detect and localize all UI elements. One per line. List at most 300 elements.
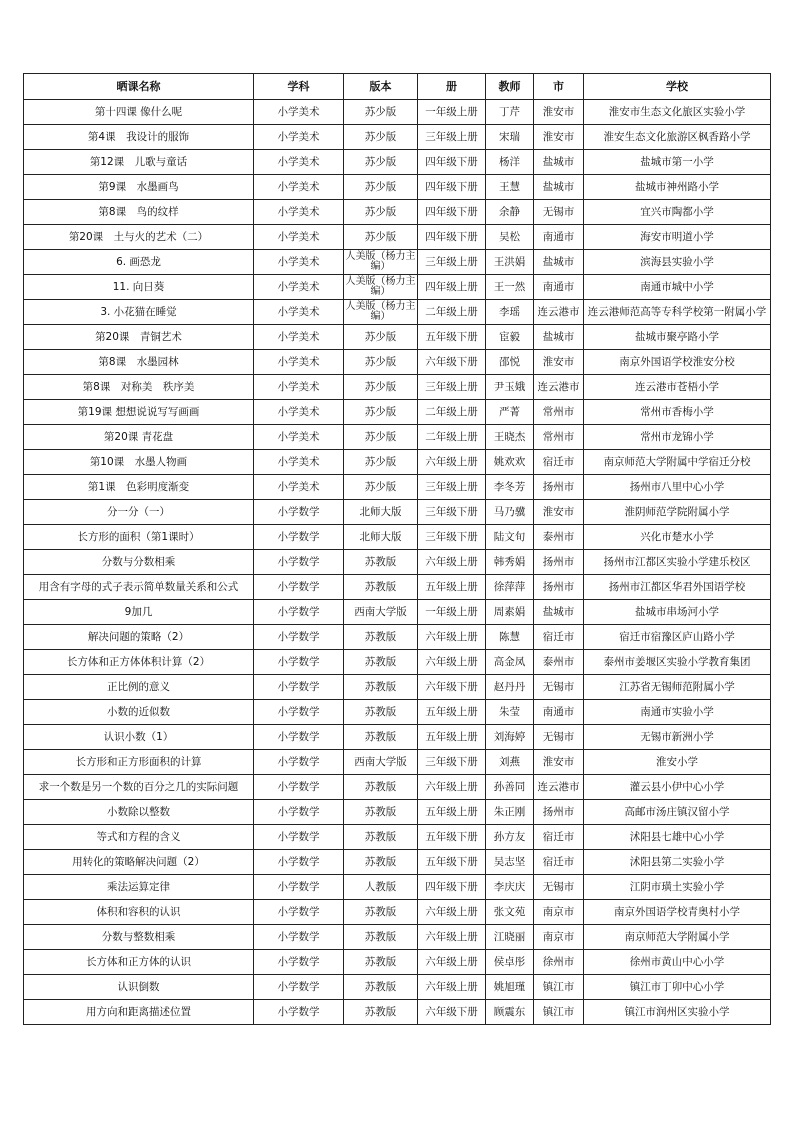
cell-course-name: 第19课 想想说说写写画画	[24, 400, 254, 425]
cell-school: 宿迁市宿豫区庐山路小学	[584, 625, 771, 650]
cell-subject: 小学数学	[254, 925, 344, 950]
table-row	[24, 975, 771, 1000]
cell-edition: 苏教版	[344, 775, 418, 800]
cell-teacher: 陈慧	[486, 625, 534, 650]
table-row	[24, 100, 771, 125]
header-course-name: 晒课名称	[24, 74, 254, 100]
cell-volume: 六年级上册	[418, 550, 486, 575]
cell-volume: 一年级上册	[418, 100, 486, 125]
cell-subject: 小学美术	[254, 125, 344, 150]
cell-city: 盐城市	[534, 150, 584, 175]
header-subject: 学科	[254, 74, 344, 100]
cell-city: 连云港市	[534, 300, 584, 325]
cell-edition: 苏教版	[344, 950, 418, 975]
table-row	[24, 775, 771, 800]
header-city: 市	[534, 74, 584, 100]
cell-teacher: 姚欢欢	[486, 450, 534, 475]
cell-city: 淮安市	[534, 100, 584, 125]
cell-course-name: 第十四课 像什么呢	[24, 100, 254, 125]
cell-teacher: 顾震东	[486, 1000, 534, 1025]
cell-course-name: 乘法运算定律	[24, 875, 254, 900]
cell-subject: 小学数学	[254, 525, 344, 550]
cell-course-name: 9加几	[24, 600, 254, 625]
cell-volume: 四年级下册	[418, 225, 486, 250]
cell-school: 南通市城中小学	[584, 275, 771, 300]
cell-course-name: 第8课 水墨园林	[24, 350, 254, 375]
cell-school: 扬州市江都区实验小学建乐校区	[584, 550, 771, 575]
cell-school: 淮安生态文化旅游区枫香路小学	[584, 125, 771, 150]
table-row	[24, 300, 771, 325]
table-row	[24, 200, 771, 225]
cell-volume: 二年级上册	[418, 300, 486, 325]
cell-teacher: 王慧	[486, 175, 534, 200]
cell-course-name: 长方体和正方体的认识	[24, 950, 254, 975]
cell-city: 宿迁市	[534, 850, 584, 875]
cell-edition: 人美版（杨力主编）	[344, 300, 418, 325]
cell-subject: 小学美术	[254, 475, 344, 500]
cell-school: 徐州市黄山中心小学	[584, 950, 771, 975]
cell-edition: 苏教版	[344, 700, 418, 725]
cell-subject: 小学数学	[254, 850, 344, 875]
cell-volume: 三年级下册	[418, 500, 486, 525]
cell-course-name: 用含有字母的式子表示简单数量关系和公式	[24, 575, 254, 600]
cell-school: 滨海县实验小学	[584, 250, 771, 275]
cell-teacher: 周素娟	[486, 600, 534, 625]
cell-teacher: 孙善同	[486, 775, 534, 800]
cell-city: 扬州市	[534, 475, 584, 500]
cell-course-name: 3. 小花猫在睡觉	[24, 300, 254, 325]
cell-city: 宿迁市	[534, 825, 584, 850]
cell-edition: 苏教版	[344, 650, 418, 675]
cell-course-name: 6. 画恐龙	[24, 250, 254, 275]
cell-volume: 五年级上册	[418, 575, 486, 600]
cell-school: 连云港师范高等专科学校第一附属小学	[584, 300, 771, 325]
cell-volume: 三年级上册	[418, 475, 486, 500]
cell-subject: 小学美术	[254, 400, 344, 425]
cell-subject: 小学数学	[254, 800, 344, 825]
cell-teacher: 孙方友	[486, 825, 534, 850]
cell-teacher: 李瑶	[486, 300, 534, 325]
table-row	[24, 325, 771, 350]
cell-edition: 苏教版	[344, 825, 418, 850]
cell-course-name: 解决问题的策略（2）	[24, 625, 254, 650]
cell-course-name: 用转化的策略解决问题（2）	[24, 850, 254, 875]
cell-course-name: 第1课 色彩明度渐变	[24, 475, 254, 500]
cell-subject: 小学数学	[254, 775, 344, 800]
cell-edition: 苏教版	[344, 675, 418, 700]
cell-edition: 人美版（杨力主编）	[344, 250, 418, 275]
cell-school: 镇江市丁卯中心小学	[584, 975, 771, 1000]
cell-edition: 人美版（杨力主编）	[344, 275, 418, 300]
cell-course-name: 第8课 鸟的纹样	[24, 200, 254, 225]
table-row	[24, 350, 771, 375]
cell-school: 高邮市汤庄镇汉留小学	[584, 800, 771, 825]
cell-subject: 小学数学	[254, 675, 344, 700]
table-row	[24, 450, 771, 475]
cell-city: 常州市	[534, 425, 584, 450]
table-row	[24, 800, 771, 825]
cell-volume: 六年级下册	[418, 675, 486, 700]
cell-subject: 小学美术	[254, 225, 344, 250]
cell-school: 镇江市润州区实验小学	[584, 1000, 771, 1025]
table-row	[24, 950, 771, 975]
header-volume: 册	[418, 74, 486, 100]
cell-school: 盐城市神州路小学	[584, 175, 771, 200]
cell-course-name: 11. 向日葵	[24, 275, 254, 300]
cell-teacher: 李冬芳	[486, 475, 534, 500]
cell-volume: 六年级下册	[418, 1000, 486, 1025]
cell-school: 盐城市第一小学	[584, 150, 771, 175]
table-row	[24, 275, 771, 300]
table-row	[24, 575, 771, 600]
cell-volume: 五年级上册	[418, 725, 486, 750]
cell-city: 淮安市	[534, 350, 584, 375]
table-row	[24, 625, 771, 650]
cell-volume: 二年级上册	[418, 400, 486, 425]
cell-city: 盐城市	[534, 325, 584, 350]
header-school: 学校	[584, 74, 771, 100]
cell-edition: 苏少版	[344, 425, 418, 450]
cell-teacher: 吴松	[486, 225, 534, 250]
cell-course-name: 第20课 青花盘	[24, 425, 254, 450]
cell-city: 南通市	[534, 275, 584, 300]
cell-volume: 六年级上册	[418, 450, 486, 475]
cell-volume: 六年级上册	[418, 950, 486, 975]
cell-school: 扬州市江都区华君外国语学校	[584, 575, 771, 600]
cell-subject: 小学数学	[254, 875, 344, 900]
cell-course-name: 第20课 土与火的艺术（二）	[24, 225, 254, 250]
cell-course-name: 第10课 水墨人物画	[24, 450, 254, 475]
table-row	[24, 400, 771, 425]
table-row	[24, 1000, 771, 1025]
cell-volume: 四年级下册	[418, 150, 486, 175]
cell-edition: 苏教版	[344, 925, 418, 950]
cell-subject: 小学数学	[254, 575, 344, 600]
cell-city: 连云港市	[534, 775, 584, 800]
cell-school: 南京师范大学附属小学	[584, 925, 771, 950]
cell-edition: 苏少版	[344, 375, 418, 400]
cell-volume: 五年级下册	[418, 825, 486, 850]
cell-edition: 苏少版	[344, 400, 418, 425]
cell-subject: 小学数学	[254, 650, 344, 675]
cell-course-name: 长方形的面积（第1课时）	[24, 525, 254, 550]
cell-subject: 小学美术	[254, 275, 344, 300]
cell-teacher: 王一然	[486, 275, 534, 300]
table-row	[24, 725, 771, 750]
cell-city: 扬州市	[534, 800, 584, 825]
cell-school: 连云港市苍梧小学	[584, 375, 771, 400]
cell-volume: 五年级上册	[418, 800, 486, 825]
table-row	[24, 900, 771, 925]
cell-edition: 苏教版	[344, 550, 418, 575]
cell-teacher: 尹玉娥	[486, 375, 534, 400]
cell-city: 无锡市	[534, 725, 584, 750]
cell-teacher: 吴志坚	[486, 850, 534, 875]
cell-school: 沭阳县七雄中心小学	[584, 825, 771, 850]
cell-subject: 小学美术	[254, 100, 344, 125]
cell-course-name: 正比例的意义	[24, 675, 254, 700]
table-row	[24, 425, 771, 450]
cell-edition: 苏教版	[344, 800, 418, 825]
cell-school: 常州市香梅小学	[584, 400, 771, 425]
cell-school: 泰州市姜堰区实验小学教育集团	[584, 650, 771, 675]
cell-teacher: 侯卓彤	[486, 950, 534, 975]
cell-school: 淮安小学	[584, 750, 771, 775]
cell-edition: 苏教版	[344, 975, 418, 1000]
cell-city: 扬州市	[534, 550, 584, 575]
course-table	[23, 73, 771, 1025]
cell-course-name: 长方体和正方体体积计算（2）	[24, 650, 254, 675]
cell-school: 盐城市聚亭路小学	[584, 325, 771, 350]
cell-subject: 小学美术	[254, 175, 344, 200]
cell-volume: 五年级上册	[418, 700, 486, 725]
cell-subject: 小学数学	[254, 500, 344, 525]
cell-city: 镇江市	[534, 1000, 584, 1025]
cell-volume: 六年级上册	[418, 925, 486, 950]
cell-course-name: 认识小数（1）	[24, 725, 254, 750]
cell-edition: 西南大学版	[344, 750, 418, 775]
cell-school: 淮阴师范学院附属小学	[584, 500, 771, 525]
cell-school: 常州市龙锦小学	[584, 425, 771, 450]
cell-volume: 四年级下册	[418, 875, 486, 900]
cell-edition: 苏少版	[344, 450, 418, 475]
cell-edition: 苏少版	[344, 350, 418, 375]
cell-course-name: 等式和方程的含义	[24, 825, 254, 850]
table-header-row	[24, 74, 771, 100]
cell-city: 宿迁市	[534, 450, 584, 475]
cell-edition: 苏少版	[344, 200, 418, 225]
cell-edition: 苏教版	[344, 1000, 418, 1025]
cell-school: 沭阳县第二实验小学	[584, 850, 771, 875]
cell-subject: 小学数学	[254, 750, 344, 775]
cell-teacher: 刘海婷	[486, 725, 534, 750]
cell-edition: 苏少版	[344, 100, 418, 125]
cell-subject: 小学数学	[254, 625, 344, 650]
cell-city: 扬州市	[534, 575, 584, 600]
cell-teacher: 韩秀娟	[486, 550, 534, 575]
cell-subject: 小学数学	[254, 600, 344, 625]
cell-volume: 六年级下册	[418, 350, 486, 375]
table-row	[24, 825, 771, 850]
cell-volume: 四年级上册	[418, 275, 486, 300]
cell-subject: 小学数学	[254, 1000, 344, 1025]
cell-volume: 三年级上册	[418, 125, 486, 150]
cell-teacher: 赵丹丹	[486, 675, 534, 700]
cell-course-name: 长方形和正方形面积的计算	[24, 750, 254, 775]
cell-city: 镇江市	[534, 975, 584, 1000]
cell-edition: 苏教版	[344, 625, 418, 650]
cell-volume: 五年级下册	[418, 850, 486, 875]
cell-school: 扬州市八里中心小学	[584, 475, 771, 500]
cell-teacher: 朱莹	[486, 700, 534, 725]
cell-edition: 人教版	[344, 875, 418, 900]
table-row	[24, 225, 771, 250]
cell-subject: 小学美术	[254, 350, 344, 375]
cell-teacher: 徐萍萍	[486, 575, 534, 600]
cell-school: 南京外国语学校淮安分校	[584, 350, 771, 375]
table-row	[24, 375, 771, 400]
cell-subject: 小学数学	[254, 725, 344, 750]
cell-school: 宜兴市陶都小学	[584, 200, 771, 225]
cell-teacher: 马乃骥	[486, 500, 534, 525]
cell-course-name: 第20课 青铜艺术	[24, 325, 254, 350]
cell-subject: 小学美术	[254, 450, 344, 475]
cell-course-name: 体积和容积的认识	[24, 900, 254, 925]
cell-volume: 三年级下册	[418, 750, 486, 775]
cell-volume: 三年级下册	[418, 525, 486, 550]
cell-teacher: 陆文旬	[486, 525, 534, 550]
cell-course-name: 求一个数是另一个数的百分之几的实际问题	[24, 775, 254, 800]
cell-edition: 苏少版	[344, 150, 418, 175]
cell-volume: 六年级上册	[418, 650, 486, 675]
cell-city: 盐城市	[534, 600, 584, 625]
table-row	[24, 750, 771, 775]
table-row	[24, 125, 771, 150]
cell-edition: 苏教版	[344, 725, 418, 750]
cell-subject: 小学美术	[254, 375, 344, 400]
cell-city: 无锡市	[534, 200, 584, 225]
cell-volume: 二年级上册	[418, 425, 486, 450]
table-row	[24, 525, 771, 550]
cell-subject: 小学美术	[254, 200, 344, 225]
table-row	[24, 475, 771, 500]
table-row	[24, 150, 771, 175]
cell-school: 兴化市楚水小学	[584, 525, 771, 550]
cell-city: 徐州市	[534, 950, 584, 975]
cell-subject: 小学数学	[254, 900, 344, 925]
cell-school: 江阴市璜土实验小学	[584, 875, 771, 900]
table-row	[24, 700, 771, 725]
cell-edition: 西南大学版	[344, 600, 418, 625]
cell-teacher: 王晓杰	[486, 425, 534, 450]
cell-volume: 四年级下册	[418, 175, 486, 200]
cell-teacher: 李庆庆	[486, 875, 534, 900]
cell-teacher: 邵悦	[486, 350, 534, 375]
cell-course-name: 用方向和距离描述位置	[24, 1000, 254, 1025]
cell-teacher: 王洪娟	[486, 250, 534, 275]
cell-edition: 苏少版	[344, 475, 418, 500]
cell-volume: 六年级上册	[418, 975, 486, 1000]
cell-city: 宿迁市	[534, 625, 584, 650]
cell-course-name: 第4课 我设计的服饰	[24, 125, 254, 150]
cell-course-name: 分数与分数相乘	[24, 550, 254, 575]
header-edition: 版本	[344, 74, 418, 100]
table-row	[24, 925, 771, 950]
cell-edition: 苏少版	[344, 125, 418, 150]
cell-volume: 三年级上册	[418, 250, 486, 275]
cell-volume: 一年级上册	[418, 600, 486, 625]
cell-school: 灌云县小伊中心小学	[584, 775, 771, 800]
cell-school: 江苏省无锡师范附属小学	[584, 675, 771, 700]
cell-city: 淮安市	[534, 750, 584, 775]
cell-teacher: 丁芹	[486, 100, 534, 125]
cell-city: 南通市	[534, 700, 584, 725]
cell-school: 淮安市生态文化旅区实验小学	[584, 100, 771, 125]
cell-city: 泰州市	[534, 650, 584, 675]
cell-volume: 六年级上册	[418, 625, 486, 650]
table-row	[24, 650, 771, 675]
cell-school: 南京师范大学附属中学宿迁分校	[584, 450, 771, 475]
table-row	[24, 600, 771, 625]
cell-course-name: 认识倒数	[24, 975, 254, 1000]
cell-city: 南京市	[534, 925, 584, 950]
cell-city: 连云港市	[534, 375, 584, 400]
table-row	[24, 875, 771, 900]
header-teacher: 教师	[486, 74, 534, 100]
cell-course-name: 第9课 水墨画鸟	[24, 175, 254, 200]
table-row	[24, 850, 771, 875]
cell-school: 盐城市串场河小学	[584, 600, 771, 625]
cell-teacher: 刘燕	[486, 750, 534, 775]
cell-edition: 北师大版	[344, 500, 418, 525]
cell-volume: 五年级下册	[418, 325, 486, 350]
cell-edition: 苏教版	[344, 575, 418, 600]
cell-teacher: 余静	[486, 200, 534, 225]
cell-city: 南京市	[534, 900, 584, 925]
cell-teacher: 宦毅	[486, 325, 534, 350]
cell-edition: 苏少版	[344, 225, 418, 250]
cell-edition: 苏少版	[344, 325, 418, 350]
cell-course-name: 分一分（一）	[24, 500, 254, 525]
cell-city: 盐城市	[534, 175, 584, 200]
cell-city: 南通市	[534, 225, 584, 250]
cell-teacher: 宋瑞	[486, 125, 534, 150]
cell-subject: 小学数学	[254, 825, 344, 850]
table-row	[24, 175, 771, 200]
cell-volume: 六年级上册	[418, 900, 486, 925]
table-row	[24, 675, 771, 700]
cell-edition: 苏少版	[344, 175, 418, 200]
cell-volume: 六年级上册	[418, 775, 486, 800]
cell-edition: 苏教版	[344, 900, 418, 925]
cell-school: 海安市明道小学	[584, 225, 771, 250]
cell-course-name: 分数与整数相乘	[24, 925, 254, 950]
cell-course-name: 小数除以整数	[24, 800, 254, 825]
cell-teacher: 严菁	[486, 400, 534, 425]
cell-edition: 苏教版	[344, 850, 418, 875]
cell-subject: 小学美术	[254, 300, 344, 325]
cell-subject: 小学数学	[254, 550, 344, 575]
cell-teacher: 江晓丽	[486, 925, 534, 950]
cell-teacher: 朱正刚	[486, 800, 534, 825]
cell-course-name: 第8课 对称美 秩序美	[24, 375, 254, 400]
cell-city: 泰州市	[534, 525, 584, 550]
cell-volume: 四年级下册	[418, 200, 486, 225]
cell-teacher: 姚旭瑾	[486, 975, 534, 1000]
cell-city: 常州市	[534, 400, 584, 425]
cell-subject: 小学美术	[254, 325, 344, 350]
cell-city: 淮安市	[534, 125, 584, 150]
cell-course-name: 小数的近似数	[24, 700, 254, 725]
cell-school: 无锡市新洲小学	[584, 725, 771, 750]
table-row	[24, 250, 771, 275]
cell-subject: 小学数学	[254, 700, 344, 725]
table-body	[24, 100, 771, 1025]
cell-city: 无锡市	[534, 675, 584, 700]
cell-subject: 小学数学	[254, 950, 344, 975]
cell-city: 盐城市	[534, 250, 584, 275]
cell-subject: 小学美术	[254, 250, 344, 275]
cell-subject: 小学美术	[254, 425, 344, 450]
cell-course-name: 第12课 儿歌与童话	[24, 150, 254, 175]
cell-teacher: 杨洋	[486, 150, 534, 175]
cell-city: 淮安市	[534, 500, 584, 525]
cell-edition: 北师大版	[344, 525, 418, 550]
cell-subject: 小学美术	[254, 150, 344, 175]
cell-city: 无锡市	[534, 875, 584, 900]
table-row	[24, 550, 771, 575]
cell-subject: 小学数学	[254, 975, 344, 1000]
